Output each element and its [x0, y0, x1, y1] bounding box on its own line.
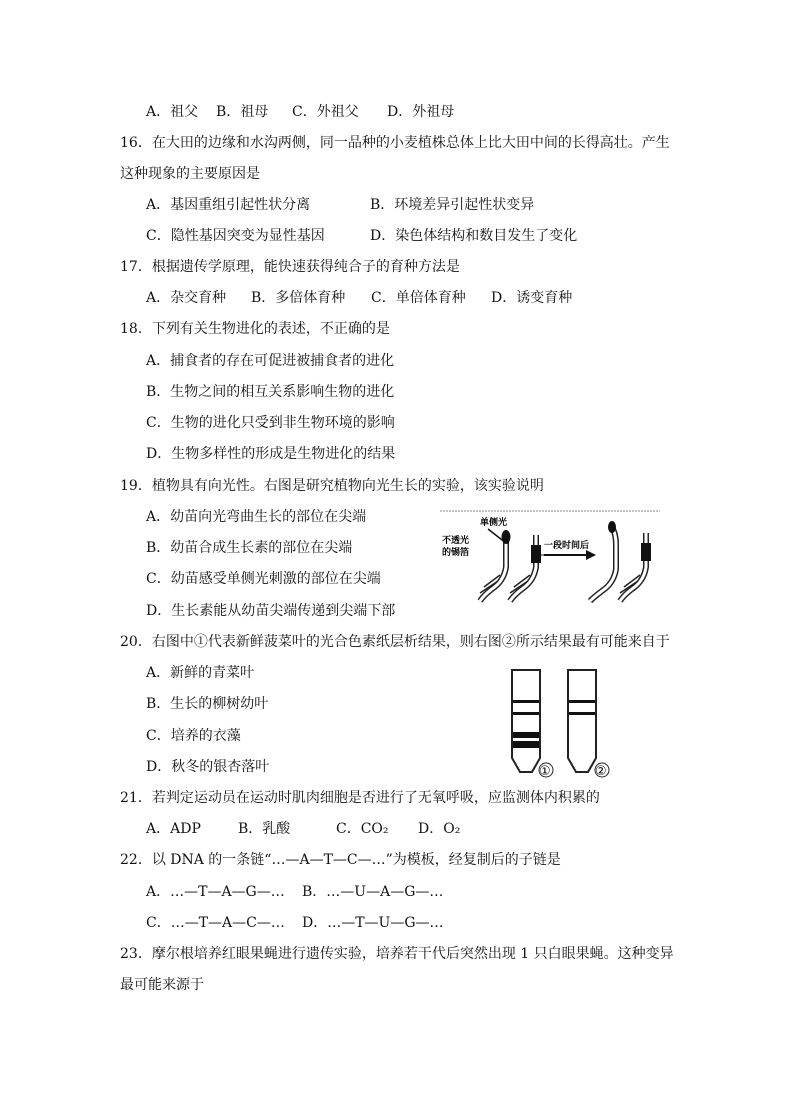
strip2-band-2: [569, 712, 595, 715]
strip1-band-2: [513, 712, 539, 715]
q22-stem: 22．以 DNA 的一条链“…—A—T—C—…”为模板，经复制后的子链是: [120, 852, 561, 868]
q21-option-a: A．ADP: [146, 821, 201, 837]
q19-option-d: D．生长素能从幼苗尖端传递到尖端下部: [146, 603, 396, 619]
q21-option-b: B．乳酸: [238, 821, 291, 837]
q19-option-a: A．幼苗向光弯曲生长的部位在尖端: [146, 509, 367, 525]
q16-stem-line1: 16．在大田的边缘和水沟两侧，同一品种的小麦植株总体上比大田中间的长得高壮。产生: [120, 135, 670, 151]
seedling-3-tip-foil: [608, 521, 616, 533]
tube-1-label: ①: [539, 764, 551, 779]
q21-options: [146, 819, 460, 839]
q20-option-b: B．生长的柳树幼叶: [146, 696, 269, 712]
q21-stem: 21．若判定运动员在运动时肌肉细胞是否进行了无氧呼吸，应监测体内积累的: [120, 790, 600, 806]
q15-option-d: D．外祖母: [387, 104, 455, 120]
q20-option-a: A．新鲜的青菜叶: [146, 665, 255, 681]
paper-strip-2: [568, 670, 596, 772]
q20-option-d: D．秋冬的银杏落叶: [146, 759, 270, 775]
q20-option-c: C．培养的衣藻: [146, 728, 241, 744]
q16-option-d: D．染色体结构和数目发生了变化: [370, 228, 578, 244]
label-foil-line2: 的锡箔: [442, 548, 470, 558]
seedling-4-base-foil: [641, 543, 651, 561]
q23-stem-line2: 最可能来源于: [120, 977, 204, 993]
strip1-band-4: [513, 741, 539, 748]
q19-option-c: C．幼苗感受单侧光刺激的部位在尖端: [146, 571, 381, 587]
q17-option-d: D．诱变育种: [491, 290, 573, 306]
strip2-band-1: [569, 700, 595, 703]
q17-options: [146, 288, 572, 308]
q17-stem: 17．根据遗传学原理，能快速获得纯合子的育种方法是: [120, 259, 460, 275]
phototropism-figure: [440, 505, 662, 605]
label-foil-line1: 不透光: [442, 536, 470, 546]
tube-2-label: ②: [595, 764, 607, 779]
seedling-1: [480, 537, 506, 601]
q20-stem: 20．右图中①代表新鲜菠菜叶的光合色素纸层析结果，则右图②所示结果最有可能来自于: [120, 634, 670, 650]
q18-option-a: A．捕食者的存在可促进被捕食者的进化: [146, 353, 395, 369]
q22-option-b: B．…—U—A—G—…: [302, 884, 444, 900]
time-arrow-head: [586, 550, 596, 560]
q22-option-a: A．…—T—A—G—…: [146, 884, 285, 900]
q22-option-c: C．…—T—A—C—…: [146, 915, 285, 931]
q17-option-c: C．单倍体育种: [371, 290, 466, 306]
q16-option-c: C．隐性基因突变为显性基因: [146, 228, 325, 244]
chromatography-figure: [496, 666, 622, 781]
q15-options: [146, 102, 454, 122]
q15-option-c: C．外祖父: [292, 104, 359, 120]
q19-stem: 19．植物具有向光性。右图是研究植物向光生长的实验，该实验说明: [120, 478, 544, 494]
q18-option-c: C．生物的进化只受到非生物环境的影响: [146, 415, 395, 431]
q21-option-d: D．O₂: [418, 821, 461, 837]
q22-option-d: D．…—T—U—G—…: [302, 915, 444, 931]
q19-option-b: B．幼苗合成生长素的部位在尖端: [146, 540, 353, 556]
label-unilateral-light: 单侧光: [480, 518, 508, 528]
q16-option-b: B．环境差异引起性状变异: [370, 197, 535, 213]
q15-option-a: A．祖父: [146, 104, 199, 120]
label-after-time: 一段时间后: [544, 541, 590, 551]
strip1-band-3: [513, 732, 539, 738]
seedling-2-base-foil: [531, 545, 541, 563]
q18-option-b: B．生物之间的相互关系影响生物的进化: [146, 384, 395, 400]
q21-option-c: C．CO₂: [336, 821, 389, 837]
paper-strip-1: [512, 670, 540, 772]
q17-option-a: A．杂交育种: [146, 290, 227, 306]
q18-option-d: D．生物多样性的形成是生物进化的结果: [146, 446, 396, 462]
q15-option-b: B．祖母: [216, 104, 269, 120]
q18-stem: 18．下列有关生物进化的表述，不正确的是: [120, 321, 390, 337]
q16-stem-line2: 这种现象的主要原因是: [120, 166, 260, 182]
strip1-band-1: [513, 700, 539, 703]
seedling-1-tip-foil: [502, 530, 511, 544]
q16-option-a: A．基因重组引起性状分离: [146, 197, 311, 213]
q23-stem-line1: 23．摩尔根培养红眼果蝇进行遗传实验，培养若干代后突然出现 1 只白眼果蝇。这种变异: [120, 946, 674, 962]
q17-option-b: B．多倍体育种: [251, 290, 346, 306]
